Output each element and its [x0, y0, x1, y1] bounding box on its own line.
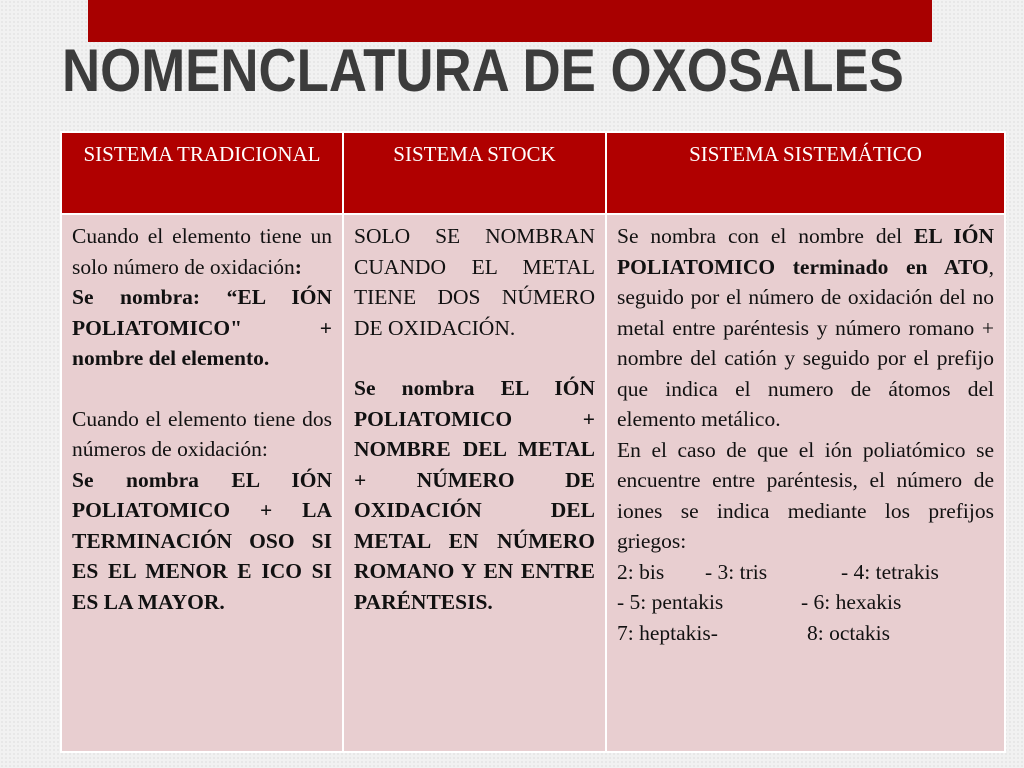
prefix-list-line-1 [617, 557, 994, 588]
sistematico-prefix-intro: En el caso de que el ión poliatómico se encuentre entre paréntesis, el número de iones se indica mediante los prefijos griegos: [617, 437, 994, 553]
prefix-item: - 5: pentakis [617, 590, 724, 614]
header-tradicional: SISTEMA TRADICIONAL [61, 132, 343, 214]
slide-title: NOMENCLATURA DE OXOSALES [62, 37, 904, 104]
cell-stock [343, 214, 606, 752]
tradicional-rule-one: Cuando el elemento tiene un solo número de oxidación: [72, 224, 332, 279]
header-sistematico: SISTEMA SISTEMÁTICO [606, 132, 1005, 214]
cell-tradicional [61, 214, 343, 752]
content-row [61, 214, 1005, 752]
prefix-item: - 6: hexakis [801, 590, 902, 614]
sistematico-rule: Se nombra con el nombre del EL IÓN POLIATOMICO terminado en ATO, seguido por el número de oxidación del no metal entre paréntesis y número romano + nombre del catión y seguido por el prefijo que indica el numero de átomos del elemento metálico. [617, 224, 994, 431]
prefix-item: - 3: tris [705, 559, 768, 584]
tradicional-rule-two: Cuando el elemento tiene dos números de oxidación: [72, 406, 332, 461]
tradicional-naming-one: Se nombra: “EL IÓN POLIATOMICO" + nombre del elemento. [72, 285, 332, 370]
prefix-item: - 4: tetrakis [841, 559, 939, 584]
header-stock: SISTEMA STOCK [343, 132, 606, 214]
stock-rule: SOLO SE NOMBRAN CUANDO EL METAL TIENE DOS NÚMERO DE OXIDACIÓN. [354, 224, 595, 340]
header-row [61, 132, 1005, 214]
prefix-item: 7: heptakis- [617, 620, 718, 645]
prefix-item: 8: octakis [807, 620, 890, 645]
tradicional-naming-two: Se nombra EL IÓN POLIATOMICO + LA TERMINACIÓN OSO SI ES EL MENOR E ICO SI ES LA MAYOR. [72, 467, 332, 614]
prefix-item: 2: bis [617, 559, 665, 584]
nomenclature-table [60, 131, 1006, 753]
cell-sistematico [606, 214, 1005, 752]
prefix-list-line-2 [617, 587, 994, 618]
prefix-list-line-3 [617, 618, 994, 649]
stock-naming: Se nombra EL IÓN POLIATOMICO + NOMBRE DEL METAL + NÚMERO DE OXIDACIÓN DEL METAL EN NÚMERO ROMANO Y EN ENTRE PARÉNTESIS. [354, 376, 595, 614]
